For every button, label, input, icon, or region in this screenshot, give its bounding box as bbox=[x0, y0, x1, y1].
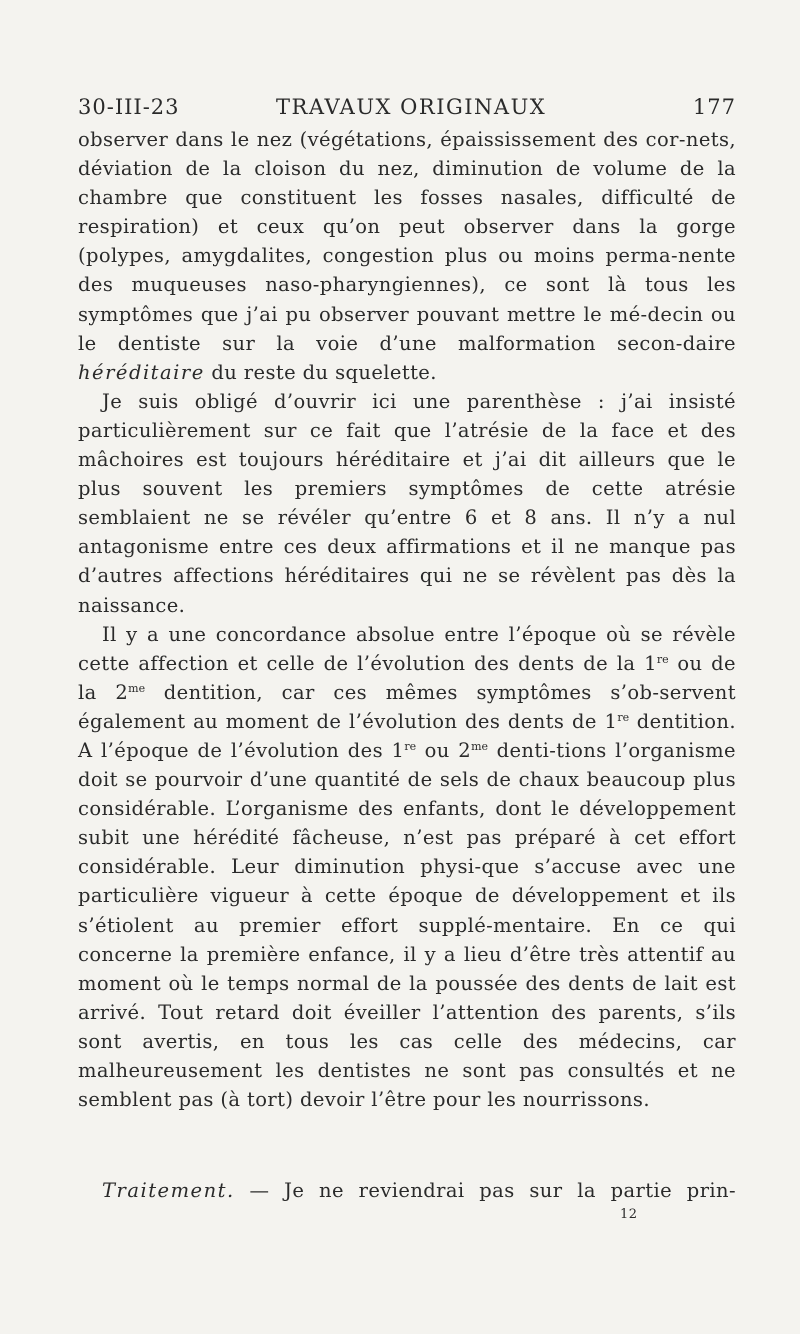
paragraph-3-part-b: ou de la 2 bbox=[78, 651, 736, 704]
page-number: 177 bbox=[692, 95, 736, 119]
paragraph-1 bbox=[78, 125, 736, 387]
paragraph-3-part-f: denti-tions l’organisme doit se pourvoir d’une quantité de sels de chaux beaucoup plus considérable. L’organisme des enfants, dont le développement subit une hérédité fâcheuse, n’est pas préparé à cet effort considérable. Leur diminution physi-que s’accuse avec une particulière vigueur à cette époque de développement et ils s’étiolent au premier effort supplé-mentaire. En ce qui concerne la première enfance, il y a lieu d’être très attentif au moment où le temps normal de la poussée des dents de lait est arrivé. Tout retard doit éveiller l’attention des parents, s’ils sont avertis, en tous les cas celle des médecins, car malheureusement les dentistes ne sont pas consultés et ne semblent pas (à tort) devoir l’être pour les nourrissons. bbox=[78, 738, 736, 1112]
superscript: re bbox=[617, 710, 630, 724]
issue-date: 30-III-23 bbox=[78, 95, 180, 119]
signature-mark: 12 bbox=[620, 1207, 638, 1222]
paragraph-3-part-d: dentition. A l’époque de l’évolution des 1 bbox=[78, 709, 736, 762]
section-title: TRAVAUX ORIGINAUX bbox=[276, 95, 547, 119]
paragraph-3 bbox=[78, 620, 736, 1115]
paragraph-1-part-b: du reste du squelette. bbox=[204, 360, 437, 384]
running-head bbox=[78, 92, 736, 122]
superscript: re bbox=[656, 652, 669, 666]
section-heading-treatment: Traitement. bbox=[102, 1179, 235, 1202]
paragraph-3-part-c: dentition, car ces mêmes symptômes s’ob-servent également au moment de l’évolution des dents de 1 bbox=[78, 680, 736, 733]
superscript: me bbox=[128, 681, 146, 695]
paragraph-4 bbox=[102, 1176, 736, 1205]
italic-term: héréditaire bbox=[78, 360, 205, 384]
paragraph-1-part-a: observer dans le nez (végétations, épaississement des cor-nets, déviation de la cloison du nez, diminution de volume de la chambre que constituent les fosses nasales, difficulté de respiration) et ceux qu’on peut observer dans la gorge (polypes, amygdalites, congestion plus ou moins perma-nente des muqueuses naso-pharyngiennes), ce sont là tous les symptômes que j’ai pu observer pouvant mettre le mé-decin ou le dentiste sur la voie d’une malformation secon-daire bbox=[78, 128, 736, 355]
superscript: re bbox=[404, 739, 417, 753]
superscript: me bbox=[471, 739, 489, 753]
paragraph-3-part-e: ou 2 bbox=[416, 738, 472, 762]
body-text bbox=[78, 125, 736, 1114]
paragraph-4-text: — Je ne reviendrai pas sur la partie prin- bbox=[234, 1179, 736, 1202]
paragraph-3-part-a: Il y a une concordance absolue entre l’époque où se révèle cette affection et celle de l’évolution des dents de la 1 bbox=[78, 622, 736, 675]
paragraph-2: Je suis obligé d’ouvrir ici une parenthèse : j’ai insisté particulièrement sur ce fait que l’atrésie de la face et des mâchoires est toujours héréditaire et j’ai dit ailleurs que le plus souvent les premiers symptômes de cette atrésie semblaient ne se révéler qu’entre 6 et 8 ans. Il n’y a nul antagonisme entre ces deux affirmations et il ne manque pas d’autres affections héréditaires qui ne se révèlent pas dès la naissance. bbox=[78, 389, 736, 617]
